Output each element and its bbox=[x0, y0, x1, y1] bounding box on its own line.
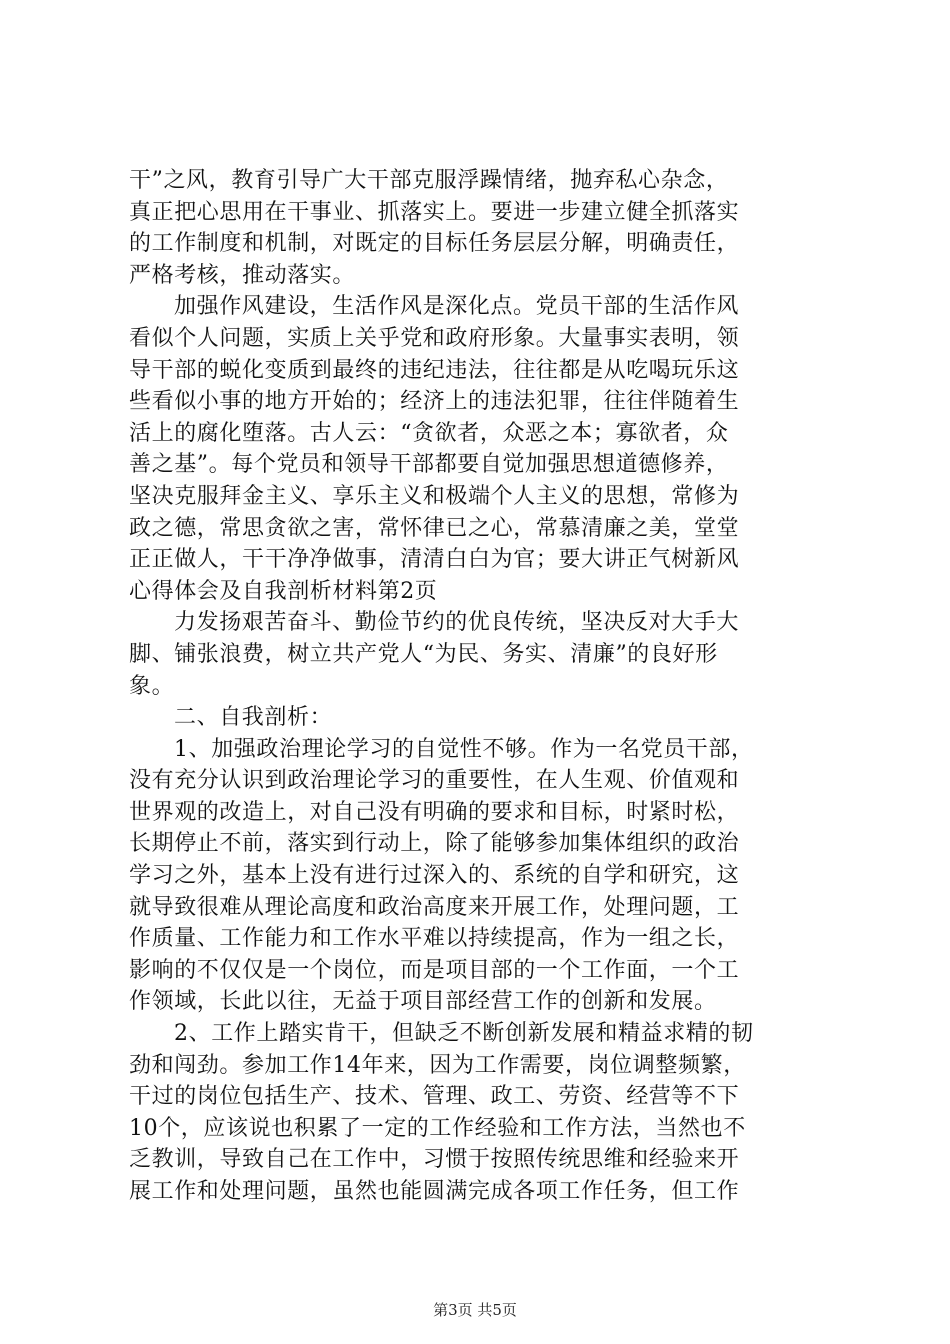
text-line: 长期停止不前，落实到行动上，除了能够参加集体组织的政治 bbox=[129, 831, 740, 857]
text-line: 脚、铺张浪费，树立共产党人“为民、务实、清廉”的良好形 bbox=[129, 641, 718, 667]
text-line: 善之基”。每个党员和领导干部都要自觉加强思想道德修养， bbox=[129, 452, 729, 478]
text-line: 政之德，常思贪欲之害，常怀律已之心，常慕清廉之美，堂堂 bbox=[129, 515, 740, 541]
text-line: 乏教训，导致自己在工作中，习惯于按照传统思维和经验来开 bbox=[129, 1147, 740, 1173]
text-line: 影响的不仅仅是一个岗位，而是项目部的一个工作面，一个工 bbox=[129, 957, 740, 983]
document-body bbox=[129, 165, 829, 1208]
text-line: 些看似小事的地方开始的；经济上的违法犯罪，往往伴随着生 bbox=[129, 389, 740, 415]
text-line: 学习之外，基本上没有进行过深入的、系统的自学和研究，这 bbox=[129, 863, 740, 889]
text-line: 10个，应该说也积累了一定的工作经验和工作方法，当然也不 bbox=[129, 1115, 746, 1141]
text-line: 导干部的蜕化变质到最终的违纪违法，往往都是从吃喝玩乐这 bbox=[129, 357, 740, 383]
text-line: 世界观的改造上，对自己没有明确的要求和目标，时紧时松， bbox=[129, 799, 740, 825]
text-line: 严格考核，推动落实。 bbox=[129, 262, 356, 288]
text-line: 干”之风，教育引导广大干部克服浮躁情绪，抛弃私心杂念， bbox=[129, 168, 729, 193]
text-line: 展工作和处理问题，虽然也能圆满完成各项工作任务，但工作 bbox=[129, 1179, 740, 1204]
page-footer bbox=[0, 1300, 950, 1320]
text-line: 的工作制度和机制，对既定的目标任务层层分解，明确责任， bbox=[129, 231, 740, 257]
page-number-label: 第3页 共5页 bbox=[433, 1301, 517, 1319]
text-line: 没有充分认识到政治理论学习的重要性，在人生观、价值观和 bbox=[129, 768, 740, 794]
text-line: 干过的岗位包括生产、技术、管理、政工、劳资、经营等不下 bbox=[129, 1084, 740, 1110]
text-line: 作领域，长此以往，无益于项目部经营工作的创新和发展。 bbox=[129, 989, 717, 1015]
text-line: 作质量、工作能力和工作水平难以持续提高，作为一组之长， bbox=[129, 926, 740, 952]
text-line: 心得体会及自我剖析材料第2页 bbox=[129, 578, 438, 604]
text-line: 象。 bbox=[129, 673, 175, 699]
section-heading: 二、自我剖析： bbox=[174, 705, 333, 731]
text-line: 劲和闯劲。参加工作14年来，因为工作需要，岗位调整频繁， bbox=[129, 1052, 746, 1078]
text-line: 坚决克服拜金主义、享乐主义和极端个人主义的思想，常修为 bbox=[129, 483, 740, 509]
paragraph-first-line: 力发扬艰苦奋斗、勤俭节约的优良传统，坚决反对大手大 bbox=[174, 610, 740, 636]
paragraph-first-line: 2、工作上踏实肯干，但缺乏不断创新发展和精益求精的韧 bbox=[174, 1021, 754, 1047]
text-line: 活上的腐化堕落。古人云：“贪欲者，众恶之本；寡欲者，众 bbox=[129, 420, 729, 446]
text-line: 真正把心思用在干事业、抓落实上。要进一步建立健全抓落实 bbox=[129, 199, 740, 225]
paragraph-first-line: 1、加强政治理论学习的自觉性不够。作为一名党员干部， bbox=[174, 736, 754, 762]
text-line: 正正做人，干干净净做事，清清白白为官；要大讲正气树新风 bbox=[129, 547, 740, 573]
text-line: 就导致很难从理论高度和政治高度来开展工作，处理问题，工 bbox=[129, 894, 740, 920]
paragraph-first-line: 加强作风建设，生活作风是深化点。党员干部的生活作风 bbox=[174, 294, 740, 320]
text-line: 看似个人问题，实质上关乎党和政府形象。大量事实表明，领 bbox=[129, 325, 740, 351]
